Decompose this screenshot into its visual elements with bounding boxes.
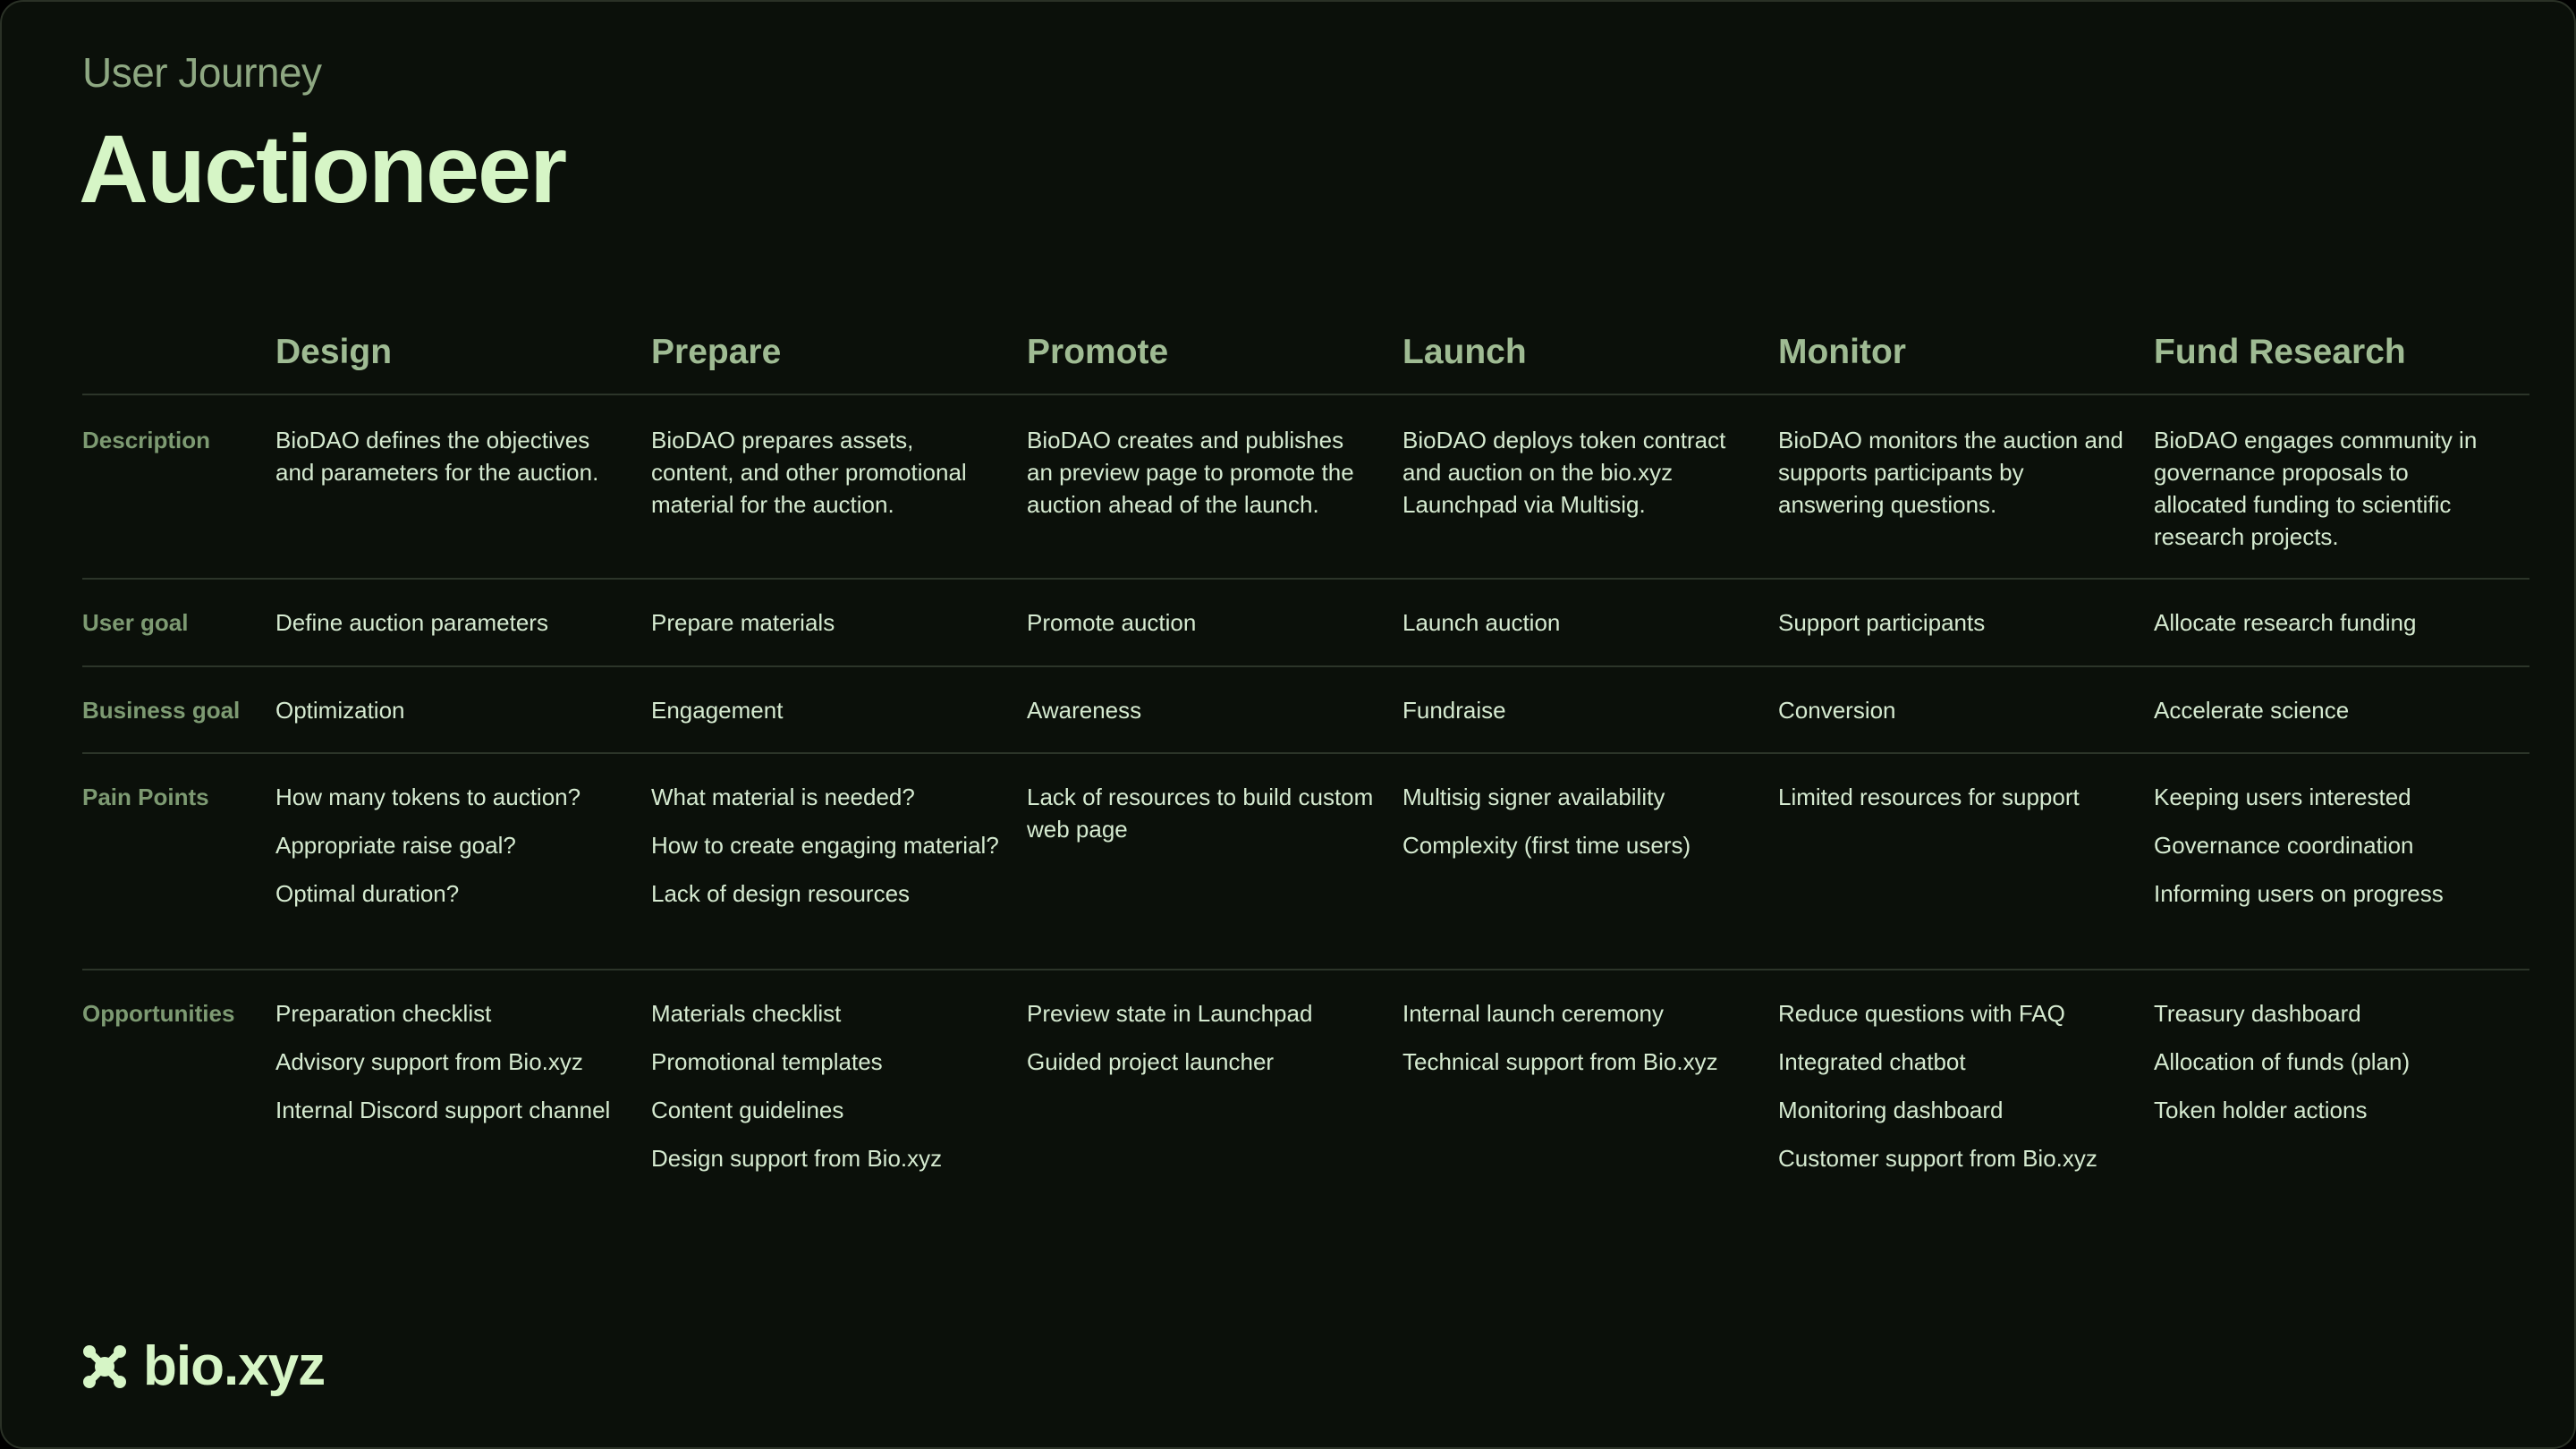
cell-item: Content guidelines [651, 1097, 844, 1123]
cell-item: Allocation of funds (plan) [2154, 1048, 2411, 1075]
journey-cell [1027, 395, 1402, 580]
journey-cell [275, 667, 651, 754]
cell-item: Promotional templates [651, 1048, 883, 1075]
journey-cell [2154, 667, 2529, 754]
journey-cell [275, 395, 651, 580]
cell-item: Internal launch ceremony [1402, 1000, 1664, 1027]
cell-item: BioDAO monitors the auction and supports participants by answering questions. [1778, 427, 2123, 518]
stage-heading: Launch [1402, 333, 1778, 395]
cell-item: Multisig signer availability [1402, 784, 1665, 810]
journey-cell [1402, 667, 1778, 754]
journey-cell [1402, 754, 1778, 970]
cell-item: Advisory support from Bio.xyz [275, 1048, 583, 1075]
cell-item: BioDAO prepares assets, content, and other promotional material for the auction. [651, 427, 967, 518]
cell-item: Optimal duration? [275, 880, 460, 907]
brand-logo [80, 1335, 325, 1398]
brand-name: bio.xyz [143, 1335, 326, 1397]
cell-item: Limited resources for support [1778, 784, 2080, 810]
journey-cell [1402, 970, 1778, 1214]
journey-cell [2154, 754, 2529, 970]
journey-cell [651, 754, 1027, 970]
stage-heading: Design [275, 333, 651, 395]
cell-item: Support participants [1778, 609, 1986, 636]
cell-item: Conversion [1778, 697, 1896, 724]
journey-cell [1778, 580, 2154, 667]
journey-cell [2154, 970, 2529, 1214]
journey-cell [275, 580, 651, 667]
journey-cell [1778, 667, 2154, 754]
cell-item: Awareness [1027, 697, 1142, 724]
row-label-user-goal: User goal [82, 580, 275, 667]
cell-item: Materials checklist [651, 1000, 842, 1027]
stage-heading: Prepare [651, 333, 1027, 395]
cell-item: Fundraise [1402, 697, 1506, 724]
journey-table [82, 333, 2497, 1214]
corner-cell [82, 333, 275, 395]
journey-cell [1027, 667, 1402, 754]
bio-xyz-logo-icon [80, 1343, 129, 1391]
stage-heading: Monitor [1778, 333, 2154, 395]
journey-cell [275, 970, 651, 1214]
cell-item: Reduce questions with FAQ [1778, 1000, 2065, 1027]
cell-item: Accelerate science [2154, 697, 2350, 724]
journey-cell [651, 667, 1027, 754]
cell-item: Lack of design resources [651, 880, 911, 907]
journey-cell [2154, 395, 2529, 580]
eyebrow-label: User Journey [82, 49, 322, 96]
cell-item: Keeping users interested [2154, 784, 2411, 810]
cell-item: Complexity (first time users) [1402, 832, 1691, 859]
cell-item: Customer support from Bio.xyz [1778, 1145, 2097, 1172]
cell-item: BioDAO engages community in governance proposals to allocated funding to scientific research projects. [2154, 427, 2478, 550]
journey-cell [1778, 754, 2154, 970]
row-label-business-goal: Business goal [82, 667, 275, 754]
cell-item: Technical support from Bio.xyz [1402, 1048, 1718, 1075]
journey-cell [1027, 754, 1402, 970]
cell-item: What material is needed? [651, 784, 915, 810]
cell-item: Treasury dashboard [2154, 1000, 2361, 1027]
cell-item: Preparation checklist [275, 1000, 492, 1027]
cell-item: Informing users on progress [2154, 880, 2444, 907]
cell-item: Lack of resources to build custom web page [1027, 784, 1374, 843]
cell-item: Integrated chatbot [1778, 1048, 1966, 1075]
row-label-description: Description [82, 395, 275, 580]
cell-item: Promote auction [1027, 609, 1197, 636]
cell-item: Engagement [651, 697, 784, 724]
row-label-opportunities: Opportunities [82, 1000, 235, 1027]
journey-cell [2154, 580, 2529, 667]
page-title: Auctioneer [79, 114, 566, 223]
journey-cell [1402, 395, 1778, 580]
cell-item: BioDAO defines the objectives and parameters for the auction. [275, 427, 599, 486]
cell-item: Monitoring dashboard [1778, 1097, 2004, 1123]
journey-cell [275, 754, 651, 970]
cell-item: BioDAO deploys token contract and auction on the bio.xyz Launchpad via Multisig. [1402, 427, 1726, 518]
cell-item: Prepare materials [651, 609, 835, 636]
stage-heading: Promote [1027, 333, 1402, 395]
cell-item: Governance coordination [2154, 832, 2414, 859]
cell-item: How many tokens to auction? [275, 784, 581, 810]
cell-item: Optimization [275, 697, 405, 724]
journey-cell [1778, 970, 2154, 1214]
cell-item: Define auction parameters [275, 609, 548, 636]
stage-heading: Fund Research [2154, 333, 2529, 395]
cell-item: Preview state in Launchpad [1027, 1000, 1313, 1027]
cell-item: Design support from Bio.xyz [651, 1145, 943, 1172]
journey-cell [1027, 970, 1402, 1214]
journey-cell [1402, 580, 1778, 667]
cell-item: Guided project launcher [1027, 1048, 1275, 1075]
cell-item: Token holder actions [2154, 1097, 2368, 1123]
journey-cell [651, 395, 1027, 580]
journey-cell [651, 970, 1027, 1214]
journey-cell [651, 580, 1027, 667]
cell-item: BioDAO creates and publishes an preview page to promote the auction ahead of the launch. [1027, 427, 1354, 518]
cell-item: Appropriate raise goal? [275, 832, 516, 859]
journey-cell [1778, 395, 2154, 580]
cell-item: Allocate research funding [2154, 609, 2417, 636]
cell-item: How to create engaging material? [651, 832, 999, 859]
journey-cell [1027, 580, 1402, 667]
row-label-pain-points: Pain Points [82, 754, 275, 970]
cell-item: Launch auction [1402, 609, 1561, 636]
cell-item: Internal Discord support channel [275, 1097, 611, 1123]
